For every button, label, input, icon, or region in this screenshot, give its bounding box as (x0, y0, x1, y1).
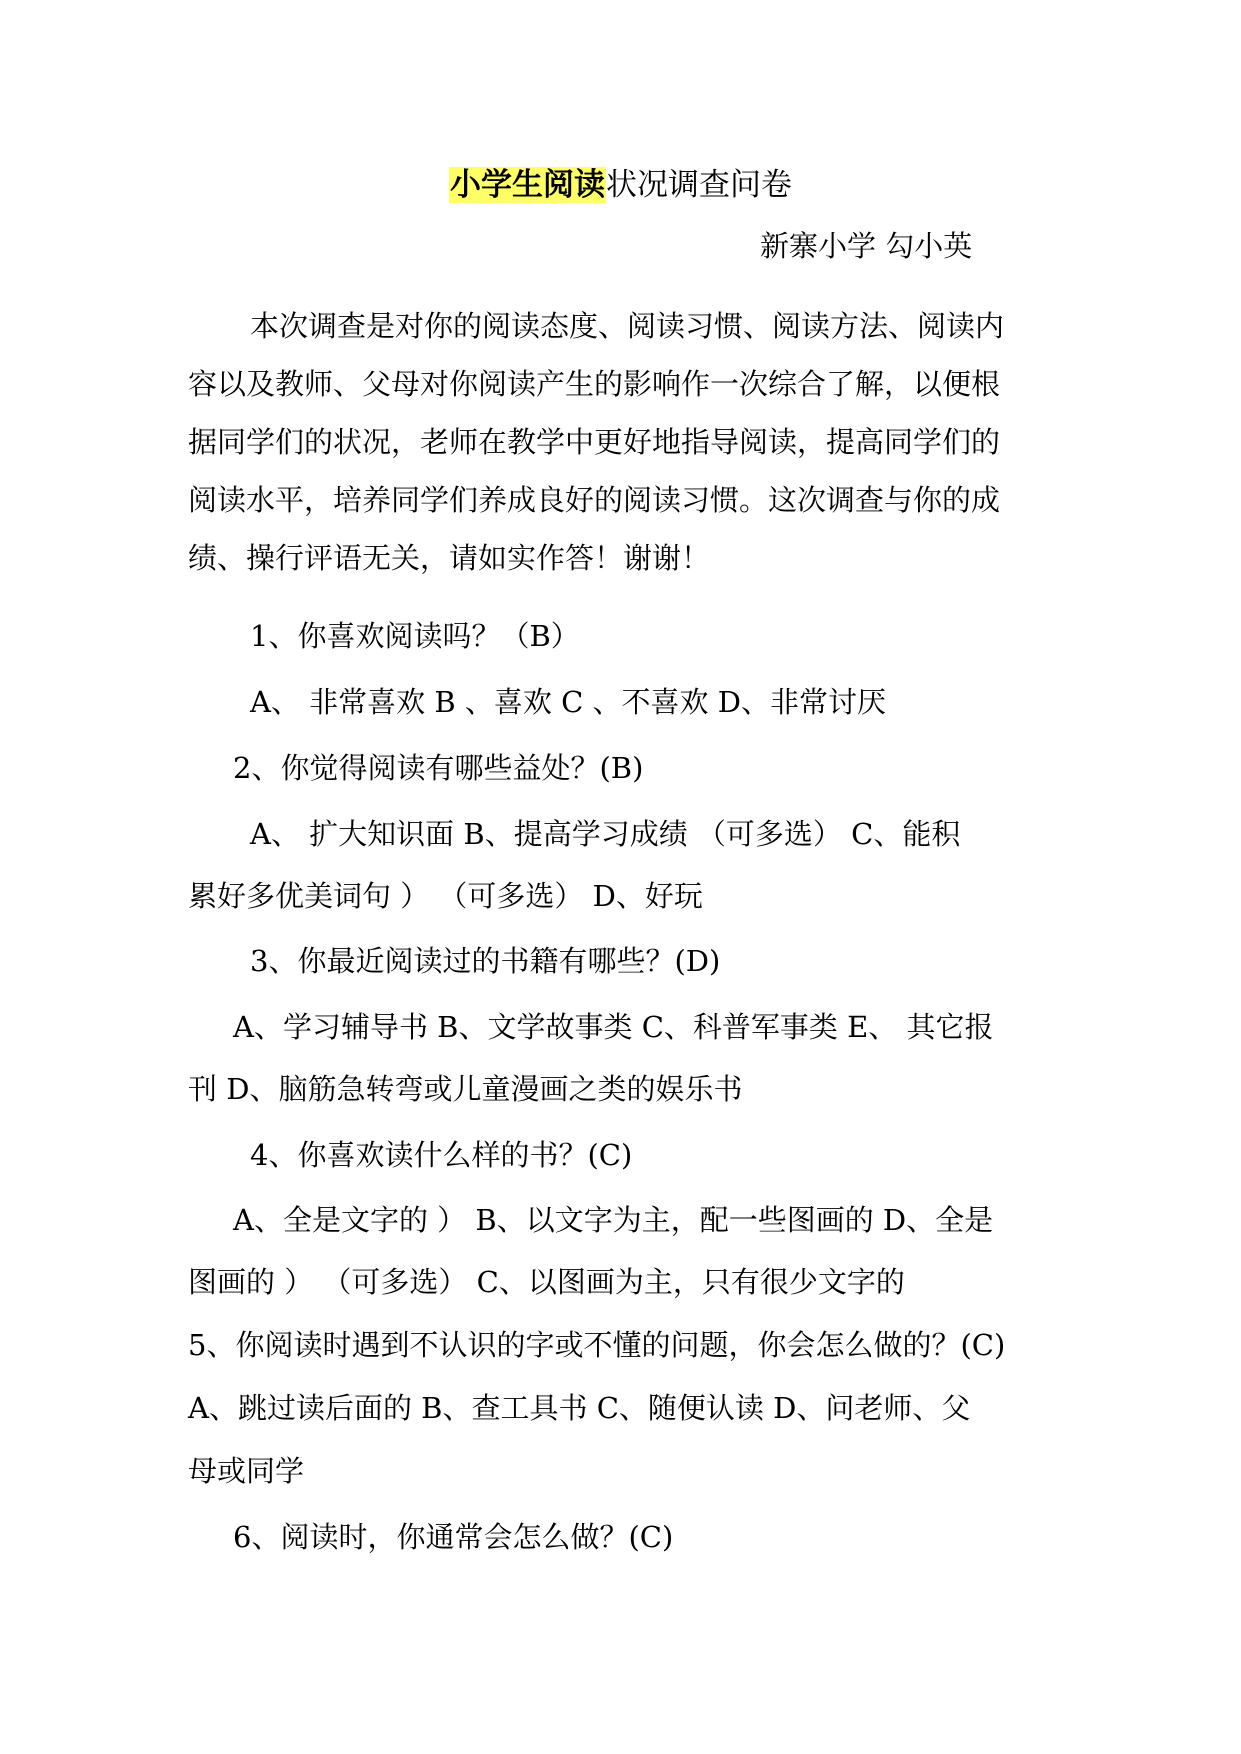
author-line: 新寨小学 勾小英 (760, 229, 973, 263)
question-5-options-line-2: 母或同学 (188, 1454, 305, 1488)
question-4-options-line-2: 图画的 ） （可多选） C、以图画为主，只有很少文字的 (188, 1265, 905, 1299)
question-3-options-line-2: 刊 D、脑筋急转弯或儿童漫画之类的娱乐书 (188, 1072, 743, 1106)
intro-line-3: 据同学们的状况，老师在教学中更好地指导阅读，提高同学们的 (188, 425, 1001, 459)
title-highlighted-text: 小学生阅读 (450, 167, 605, 203)
document-title (0, 163, 1241, 207)
question-6: 6、阅读时，你通常会怎么做？(C) (233, 1520, 674, 1554)
question-1-options: A、 非常喜欢 B 、喜欢 C 、不喜欢 D、非常讨厌 (250, 685, 887, 719)
intro-line-1: 本次调查是对你的阅读态度、阅读习惯、阅读方法、阅读内 (250, 309, 1005, 343)
question-1: 1、你喜欢阅读吗？（B） (250, 619, 580, 653)
question-2-options-line-1: A、 扩大知识面 B、提高学习成绩 （可多选） C、能积 (250, 817, 961, 851)
question-2-options-line-2: 累好多优美词句 ） （可多选） D、好玩 (188, 879, 703, 913)
question-4: 4、你喜欢读什么样的书？(C) (250, 1138, 633, 1172)
question-3: 3、你最近阅读过的书籍有哪些？(D) (250, 944, 721, 978)
question-3-options-line-1: A、学习辅导书 B、文学故事类 C、科普军事类 E、 其它报 (233, 1010, 994, 1044)
question-4-options-line-1: A、全是文字的 ） B、以文字为主，配一些图画的 D、全是 (233, 1203, 994, 1237)
question-5-options-line-1: A、跳过读后面的 B、查工具书 C、随便认读 D、问老师、父 (188, 1391, 971, 1425)
intro-line-5: 绩、操行评语无关，请如实作答！谢谢！ (188, 541, 711, 575)
question-2: 2、你觉得阅读有哪些益处？(B) (233, 751, 644, 785)
intro-line-4: 阅读水平，培养同学们养成良好的阅读习惯。这次调查与你的成 (188, 483, 1001, 517)
intro-line-2: 容以及教师、父母对你阅读产生的影响作一次综合了解，以便根 (188, 367, 1001, 401)
question-5: 5、你阅读时遇到不认识的字或不懂的问题，你会怎么做的？(C) (188, 1328, 1006, 1362)
title-rest-text: 状况调查问卷 (606, 167, 792, 203)
